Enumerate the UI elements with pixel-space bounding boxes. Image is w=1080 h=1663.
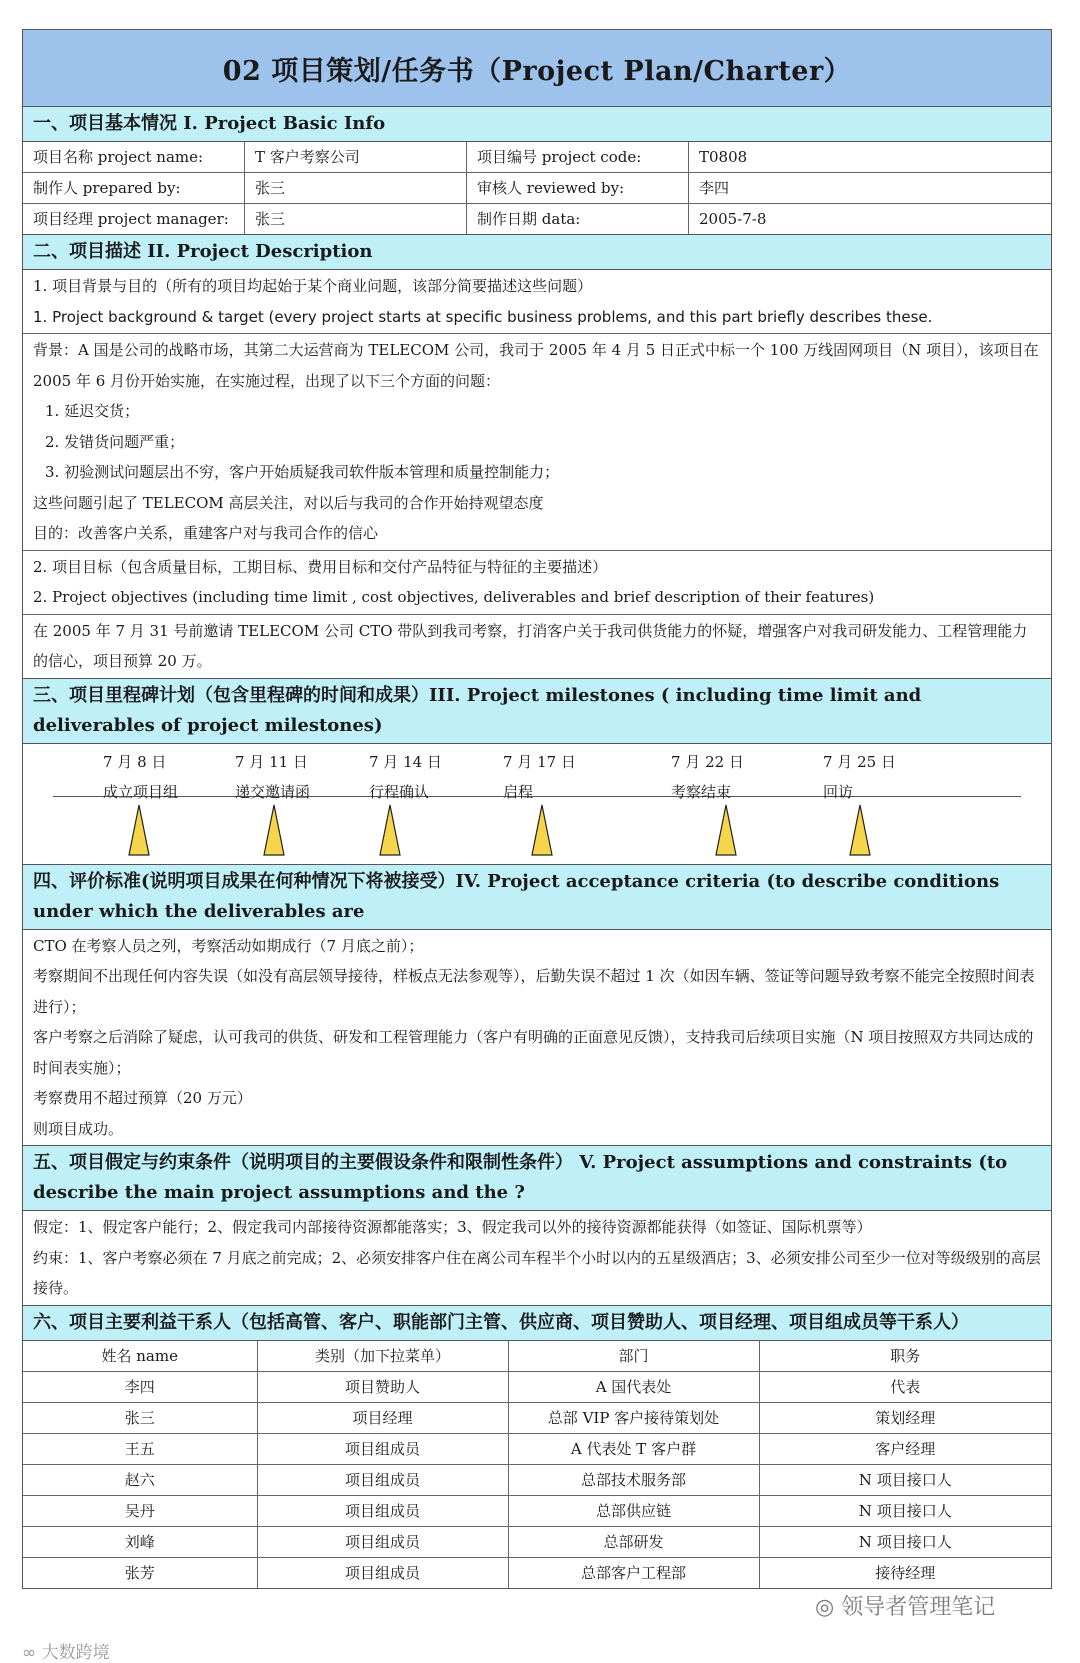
criteria-4: 考察费用不超过预算（20 万元） — [33, 1089, 252, 1107]
milestone-marker-icon — [531, 804, 553, 856]
milestone-date: 7 月 17 日 — [503, 752, 576, 771]
column-header: 类别（加下拉菜单） — [257, 1341, 508, 1372]
milestone-marker-icon — [379, 804, 401, 856]
table-cell: N 项目接口人 — [759, 1464, 1051, 1495]
section-milestones-heading: 三、项目里程碑计划（包含里程碑的时间和成果）III. Project milestones ( including time limit and deliverables of project milestones) — [23, 679, 1051, 744]
concern-text: 这些问题引起了 TELECOM 高层关注，对以后与我司的合作开始持观望态度 — [33, 493, 544, 512]
field-value: 张三 — [245, 204, 467, 234]
table-cell: 策划经理 — [759, 1402, 1051, 1433]
background-text: 背景：A 国是公司的战略市场，其第二大运营商为 TELECOM 公司，我司于 2005 年 4 月 5 日正式中标一个 100 万线固网项目（N 项目），该项目在 2005 年 6 月份开始实施，在实施过程，出现了以下三个方面的问题： — [33, 341, 1039, 390]
section-acceptance-heading: 四、评价标准(说明项目成果在何种情况下将被接受）IV. Project acceptance criteria (to describe conditions under which the deliverables are — [23, 865, 1051, 930]
criteria-3: 客户考察之后消除了疑虑，认可我司的供货、研发和工程管理能力（客户有明确的正面意见反馈），支持我司后续项目实施（N 项目按照双方共同达成的时间表实施）； — [33, 1028, 1034, 1077]
table-cell: 李四 — [23, 1371, 257, 1402]
stakeholder-table — [23, 1341, 1051, 1588]
field-label: 制作人 prepared by: — [23, 173, 245, 203]
table-cell: 张芳 — [23, 1557, 257, 1588]
table-cell: 项目组成员 — [257, 1526, 508, 1557]
background-item-en: 1. Project background & target (every project starts at specific business problems, and this part briefly describes these. — [33, 307, 933, 326]
criteria-1: CTO 在考察人员之列，考察活动如期成行（7 月底之前）； — [33, 936, 424, 955]
milestone-marker-icon — [715, 804, 737, 856]
table-header-row — [23, 1341, 1051, 1372]
milestone-timeline — [23, 744, 1051, 865]
field-value: 李四 — [699, 179, 730, 197]
assumptions-text: 假定：1、假定客户能行；2、假定我司内部接待资源都能落实；3、假定我司以外的接待资源都能获得（如签证、国际机票等） — [33, 1218, 872, 1236]
objective-item-en: 2. Project objectives (including time limit , cost objectives, deliverables and brief description of their features) — [33, 588, 875, 606]
table-cell: 项目组成员 — [257, 1464, 508, 1495]
section-assumptions-heading: 五、项目假定与约束条件（说明项目的主要假设条件和限制性条件） V. Project assumptions and constraints (to describe the main project assumptions and the ? — [23, 1146, 1051, 1211]
field-label: 项目编号 project code: — [467, 142, 689, 172]
table-cell: N 项目接口人 — [759, 1495, 1051, 1526]
field-label: 审核人 reviewed by: — [467, 173, 689, 203]
field-value: T0808 — [699, 148, 748, 166]
milestone-marker-icon — [128, 804, 150, 856]
milestone-label: 成立项目组 — [103, 782, 179, 801]
table-cell: 项目赞助人 — [257, 1371, 508, 1402]
wechat-logo-icon: ◎ — [815, 1595, 835, 1620]
table-cell: 总部供应链 — [508, 1495, 759, 1526]
milestone-date: 7 月 11 日 — [235, 752, 308, 771]
table-cell: 代表 — [759, 1371, 1051, 1402]
milestone-label: 考察结束 — [671, 782, 732, 801]
problem-3: 3. 初验测试问题层出不穷，客户开始质疑我司软件版本管理和质量控制能力； — [45, 463, 560, 481]
milestone-marker-icon — [849, 804, 871, 856]
table-cell: 张三 — [23, 1402, 257, 1433]
objective-item-cn: 2. 项目目标（包含质量目标，工期目标、费用目标和交付产品特征与特征的主要描述） — [33, 557, 608, 576]
milestone-label: 行程确认 — [369, 782, 430, 801]
table-cell: 刘峰 — [23, 1526, 257, 1557]
problem-1: 1. 延迟交货； — [45, 402, 140, 420]
table-cell: A 代表处 T 客户群 — [508, 1433, 759, 1464]
milestone-date: 7 月 22 日 — [671, 752, 744, 771]
background-item-cn: 1. 项目背景与目的（所有的项目均起始于某个商业问题，该部分简要描述这些问题） — [33, 277, 593, 295]
table-cell: 总部技术服务部 — [508, 1464, 759, 1495]
table-cell: 王五 — [23, 1433, 257, 1464]
milestone-date: 7 月 14 日 — [369, 752, 442, 771]
field-label: 项目名称 project name: — [23, 142, 245, 172]
section-basic-info-heading: 一、项目基本情况 I. Project Basic Info — [23, 107, 1051, 142]
table-row — [23, 1371, 1051, 1402]
milestone-label: 回访 — [823, 782, 854, 801]
table-cell: 吴丹 — [23, 1495, 257, 1526]
table-cell: 项目组成员 — [257, 1557, 508, 1588]
constraints-text: 约束：1、客户考察必须在 7 月底之前完成；2、必须安排客户住在离公司车程半个小时以内的五星级酒店；3、必须安排公司至少一位对等级级别的高层接待。 — [33, 1248, 1041, 1297]
problem-2: 2. 发错货问题严重； — [45, 432, 185, 451]
table-cell: 赵六 — [23, 1464, 257, 1495]
section-stakeholders-heading: 六、项目主要利益干系人（包括高管、客户、职能部门主管、供应商、项目赞助人、项目经理、项目组成员等干系人） — [23, 1306, 1051, 1341]
weibo-logo-icon: ∞ — [22, 1643, 37, 1663]
watermark-left: ∞ 大数跨境 — [22, 1643, 110, 1663]
field-value: T 客户考察公司 — [245, 142, 467, 172]
table-cell: 总部客户工程部 — [508, 1557, 759, 1588]
table-row — [23, 1402, 1051, 1433]
field-value: 2005-7-8 — [699, 210, 767, 228]
table-cell: 项目组成员 — [257, 1495, 508, 1526]
table-cell: N 项目接口人 — [759, 1526, 1051, 1557]
field-label: 项目经理 project manager: — [23, 204, 245, 234]
table-cell: A 国代表处 — [508, 1371, 759, 1402]
section-description-heading: 二、项目描述 II. Project Description — [23, 235, 1051, 270]
watermark-right: ◎ 领导者管理笔记 — [815, 1595, 996, 1620]
milestone-label: 启程 — [503, 782, 534, 801]
milestone-date: 7 月 8 日 — [103, 752, 167, 771]
basic-info-row — [23, 173, 1051, 204]
table-row — [23, 1495, 1051, 1526]
criteria-5: 则项目成功。 — [33, 1119, 124, 1138]
field-label: 制作日期 data: — [467, 204, 689, 234]
basic-info-row — [23, 204, 1051, 235]
table-cell: 项目组成员 — [257, 1433, 508, 1464]
table-cell: 总部研发 — [508, 1526, 759, 1557]
document-title: 02 项目策划/任务书（Project Plan/Charter） — [23, 30, 1051, 107]
table-cell: 客户经理 — [759, 1433, 1051, 1464]
table-cell: 项目经理 — [257, 1402, 508, 1433]
table-row — [23, 1433, 1051, 1464]
purpose-text: 目的：改善客户关系，重建客户对与我司合作的信心 — [33, 524, 379, 542]
basic-info-row — [23, 142, 1051, 173]
table-cell: 接待经理 — [875, 1564, 936, 1582]
table-row — [23, 1464, 1051, 1495]
milestone-date: 7 月 25 日 — [823, 752, 896, 771]
table-row — [23, 1526, 1051, 1557]
objective-text: 在 2005 年 7 月 31 号前邀请 TELECOM 公司 CTO 带队到我司考察，打消客户关于我司供货能力的怀疑，增强客户对我司研发能力、工程管理能力的信心，项目预算 20 万。 — [33, 621, 1028, 670]
criteria-2: 考察期间不出现任何内容失误（如没有高层领导接待，样板点无法参观等），后勤失误不超过 1 次（如因车辆、签证等问题导致考察不能完全按照时间表进行）； — [33, 967, 1035, 1016]
milestone-marker-icon — [263, 804, 285, 856]
column-header: 职务 — [759, 1341, 1051, 1372]
column-header: 姓名 name — [23, 1341, 257, 1372]
timeline-axis — [53, 796, 1021, 797]
column-header: 部门 — [508, 1341, 759, 1372]
milestone-label: 递交邀请函 — [235, 782, 311, 801]
table-row — [23, 1557, 1051, 1588]
project-charter-document — [22, 29, 1052, 1589]
field-value: 张三 — [245, 173, 467, 203]
table-cell: 总部 VIP 客户接待策划处 — [508, 1402, 759, 1433]
